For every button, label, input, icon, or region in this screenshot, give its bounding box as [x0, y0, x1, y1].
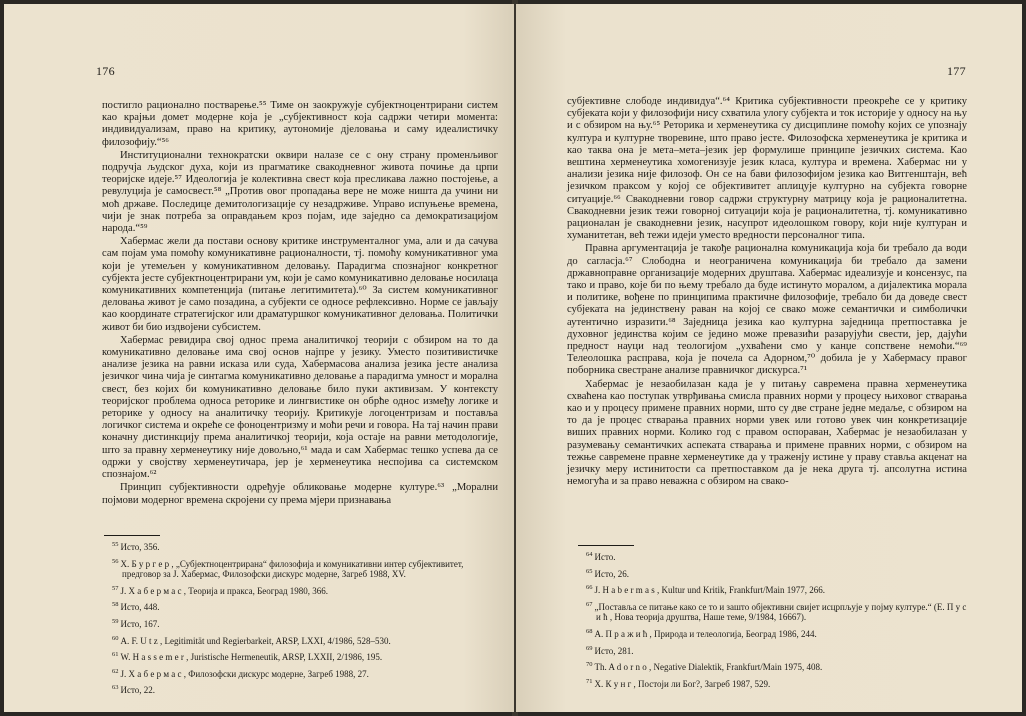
- page-number: 177: [947, 64, 966, 78]
- footnote: $^{69}$ Исто, 281.: [586, 644, 634, 656]
- page-number: 176: [96, 64, 115, 78]
- footnote: $^{67}$ „Постављa се питање како се то и зашто објективни свијет исцрпљује у појму културе.“ (Е. П у с и ћ , Нова теорија друштва, Наше теме, 9/1984, 16667).: [586, 600, 967, 623]
- paragraph: Принцип субјективности одређује обликовање модерне културе.⁶³ „Морални појмови модерног времена скројени су према мјери признавања: [102, 482, 498, 506]
- footnote: $^{60}$ A. F. U t z , Legitimität und Regierbarkeit, ARSP, LXXI, 4/1986, 528–530.: [112, 634, 391, 646]
- footnote: $^{55}$ Исто, 356.: [112, 541, 160, 552]
- footnote: $^{68}$ А. П р а ж и ћ , Природа и телеологија, Београд 1986, 244.: [586, 627, 817, 639]
- paragraph: Хабермас жели да постави основу критике инструменталног ума, али и да сачува сам појам ума помоћу комуникативне рационалности, тј. помоћу комуникативног ума који је утемељен у комуникативном деловању. Парадигма спознајног конкретног субјекта јесте субјектноцентрирани ум, који је само комуникативно деловање носилаца комуникативних компетенција (питање легитимитета).⁶⁰ За систем комуникативног деловања живот је само позадина, а субјекти се односе рефлексивно. Норме се јављају као координате стратегијског или драматуршког комуникативног деловања. Политички живот би био издвојени субсистем.: [102, 236, 498, 333]
- paragraph: субјективне слободе индивидуа“.⁶⁴ Критика субјективности преокреће се у критику субјеката који у филозофији нису схватила улогу субјекта и ток историје у односу на њу и с обзиром на њу.⁶⁵ Реторика и херменеутика су дисциплине помоћу којих се упознају култура и културне творевине, што право јесте. Филозофска херменеутика је критика и као таква она је мета–мета–језик јер формулише принципе језичких система. Као вештина херменеутика хомогенизује језик класа, култура и времена. Хабермас ни у анализи језика није филозоф. Он се на бави филозофијом језика као Витгенштајн, већ језичком праксом у којој се објективитет аплицује културно на субјекта говорне ситуације.⁶⁶ Свакодневни говор садржи структурну матрицу која је рационалитетна. Свакодневни језик тежи говорној ситуацији која је рационалитетна, тј. комуникативно рационалан је свакодневни језик, насупрот идеолошком говору, који није културан и хуманитетан, већ тежи идеји уместо вредности персоналног типа.: [567, 96, 967, 242]
- footnote: $^{58}$ Исто, 448.: [112, 601, 160, 613]
- footnotes: [586, 550, 968, 693]
- footnote: $^{71}$ Х. К у н г , Постоји ли Бог?, Загреб 1987, 529.: [586, 677, 771, 689]
- paragraph: Правна аргументација је такође рационална комуникација која би требало да води до сагласја.⁶⁷ Слободна и неограничена комуникација би требало да замени државноправне организације модерних друштава. Хабермас идеализује и консензус, па тако и право, које би по њему требало да буде истинуто моралом, а дијалектика морала и политике, вођене по принципима практичне филозофије, требало би да доведе свест субјеката на јединствену раван на којој се свако може семантички и симболички аутентично изразити.⁶⁸ Заједница језика као културна заједница претпоставка је духовног јединства којим се једино може превазићи разарујући свести, јер, дајући предност науци над теологијом „ухваћени смо у канџе сопствене немоћи.“⁶⁹ Телеолошка расправа, која је почела са Адорном,⁷⁰ добила је у Хабермасу правог поборника свестране анализе правничког дискурса.⁷¹: [567, 243, 967, 377]
- footnote: $^{61}$ W. H a s s e m e r , Juristische Hermeneutik, ARSP, LXXII, 2/1986, 195.: [112, 651, 383, 663]
- footnote: $^{65}$ Исто, 26.: [586, 567, 630, 579]
- footnote: $^{56}$ Х. Б у р г е р , „Субјектноцентрирана“ филозофија и комуникативни интер субјективитет, предговор за Ј. Хабермас, Филозофски дискурс модерне, Загреб 1988, XV.: [112, 557, 464, 580]
- footnote: $^{62}$ Ј. Х а б е р м а с , Филозофски дискурс модерне, Загреб 1988, 27.: [112, 667, 369, 679]
- footnote: $^{59}$ Исто, 167.: [112, 617, 160, 629]
- footnote: $^{64}$ Исто.: [586, 551, 616, 562]
- footnote: $^{66}$ J. H a b e r m a s , Kultur und Kritik, Frankfurt/Main 1977, 266.: [586, 584, 825, 596]
- paragraph: Хабермас ревидира свој однос према аналитичкој теорији с обзиром на то да комуникативно деловање има свој основ најпре у језику. Уместо позитивистичке анализе језика на равни исказа или суда, Хабермасова анализа језика јесте анализа језичког чина чија је синтагма комуникативно деловање а парадигма умност и морална свест, без којих би комуникативно деловање било пуки активизам. У контексту теоријског проблема односа реторике и лингвистике он обрће однос између логике и реторике у односу на аналитичку теорију. Критикује логоцентризам и поставља логичког система и окреће се фоноцентризму и моћи речи и говора. На тај начин прави коначну дистинкцију према аналитичкој теорији, која остаје на равни методологије, што за правну херменеутику није довољно,⁶¹ мада и сам Хабермас тешко успева да се одржи у својству херменеутичара, јер је херменеутика неспојива са системском спознајом.⁶²: [102, 334, 498, 481]
- paragraph: Хабермас је незаобилазан када је у питању савремена правна херменеутика схваћена као поступак утврђивања смисла правних норми у процесу њиховог стварања као и у процесу примене правних норми, што су две стране једне медаље, с обзиром на то да је процес стварања правних норми увек или готово увек чин конкретизације виших правних норми. Колико год с правом оспораван, Хабермас је незаобилазан у разумевању семантичких аспеката стварања и примене правних норми, с обзиром на тежње савремене правне херменеутике да у траженју истине у праву ставља акценат на језичку меру истинитости са претпоставком да је нека друга тј. апсолутна истина немогућа и за право неважна с обзиром на свако-: [567, 378, 967, 488]
- footnote: $^{63}$ Исто, 22.: [112, 684, 156, 696]
- paragraph: Институционални технократски оквири налазе се с ону страну променљивог подручја људског духа, који из прагматике свакодневног живота почиње да црпи теоријске идеје.⁵⁷ Идеологија је колективна свест која пресликава лажно постојење, а ревулуција је самосвест.⁵⁸ „Против овог пропадања вере не може ништа да учини ни моћ државе. Последице демитологизације су незадрживе. Управо испуњење времена, чији је знак потреба за оправдањем кроз појам, иде заједно са демократизацијом народа.“⁵⁹: [102, 149, 498, 235]
- body-text: [102, 100, 498, 508]
- footnotes: [112, 540, 498, 700]
- paragraph: постигло рационално постварење.⁵⁵ Тиме он заокружује субјектноцентрирани систем као крајњи домет модерне која је „субјективност која садржи четири момента: индивидуализам, право на критику, аутономије дјеловања и самy идеалистичку филозофију.“⁵⁶: [102, 100, 498, 148]
- footnote-rule: [104, 535, 160, 536]
- right-page: [516, 4, 1022, 712]
- footnote-rule: [578, 545, 634, 546]
- footnote: $^{57}$ Ј. Х а б е р м а с , Теорија и пракса, Београд 1980, 366.: [112, 584, 329, 596]
- left-page: [4, 4, 514, 712]
- footnote: $^{70}$ Th. A d o r n o , Negative Dialektik, Frankfurt/Main 1975, 408.: [586, 661, 823, 673]
- body-text: [567, 96, 967, 490]
